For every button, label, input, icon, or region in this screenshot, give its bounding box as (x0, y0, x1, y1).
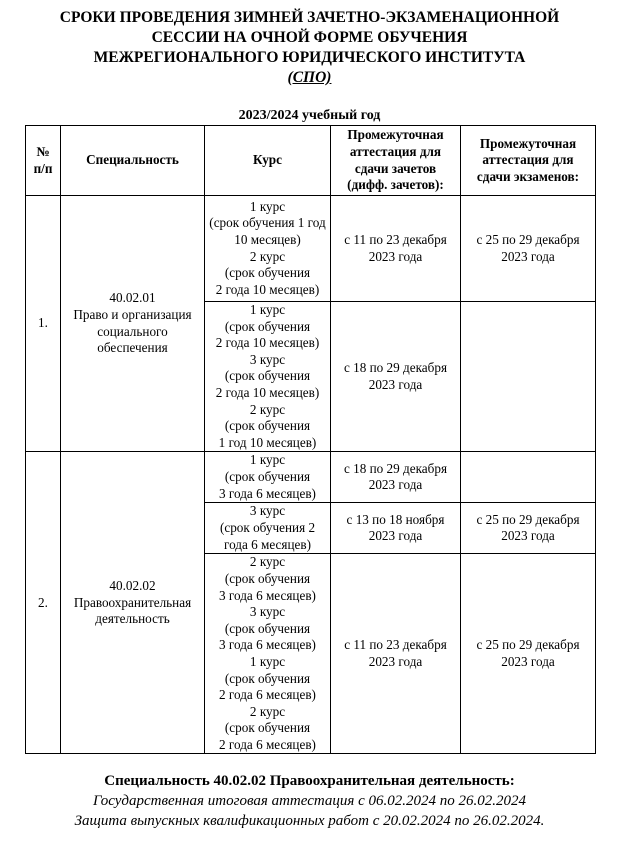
exams-period-cell: с 25 по 29 декабря 2023 года (461, 554, 596, 754)
course-cell: 2 курс (срок обучения 3 года 6 месяцев) 3 курс (срок обучения 3 года 6 месяцев) 1 курс (срок обучения 2 года 6 месяцев) 2 курс (срок обучения 2 года 6 месяцев) (205, 554, 331, 754)
title-line: СРОКИ ПРОВЕДЕНИЯ ЗИМНЕЙ ЗАЧЕТНО-ЭКЗАМЕНАЦИОННОЙ (59, 9, 560, 26)
title-spo: (СПО) (287, 69, 332, 86)
footer-line: Государственная итоговая аттестация с 06.02.2024 по 26.02.2024 (92, 793, 527, 809)
header-specialty: Специальность (61, 126, 205, 196)
header-course: Курс (205, 126, 331, 196)
row-number: 1. (26, 196, 61, 452)
title-line: МЕЖРЕГИОНАЛЬНОГО ЮРИДИЧЕСКОГО ИНСТИТУТА (93, 49, 526, 66)
academic-year: 2023/2024 учебный год (238, 108, 381, 123)
table-row (26, 452, 596, 503)
exams-period-cell: с 25 по 29 декабря 2023 года (461, 196, 596, 302)
specialty-cell: 40.02.01 Право и организация социального обеспечения (61, 196, 205, 452)
credits-period-cell: с 18 по 29 декабря 2023 года (331, 302, 461, 452)
specialty-cell: 40.02.02 Правоохранительная деятельность (61, 452, 205, 754)
header-credits: Промежуточная аттестация для сдачи зачетов (дифф. зачетов): (331, 126, 461, 196)
header-exams: Промежуточная аттестация для сдачи экзаменов: (461, 126, 596, 196)
course-cell: 1 курс (срок обучения 1 год 10 месяцев) 2 курс (срок обучения 2 года 10 месяцев) (205, 196, 331, 302)
exams-period-cell (461, 302, 596, 452)
table-header-row (26, 126, 596, 196)
footer-line: Защита выпускных квалификационных работ с 20.02.2024 по 26.02.2024. (74, 813, 545, 829)
page-title (0, 8, 619, 88)
course-cell: 1 курс (срок обучения 3 года 6 месяцев) (205, 452, 331, 503)
credits-period-cell: с 11 по 23 декабря 2023 года (331, 196, 461, 302)
credits-period-cell: с 18 по 29 декабря 2023 года (331, 452, 461, 503)
credits-period-cell: с 13 по 18 ноября 2023 года (331, 503, 461, 554)
exams-period-cell (461, 452, 596, 503)
course-cell: 3 курс (срок обучения 2 года 6 месяцев) (205, 503, 331, 554)
footer (0, 771, 619, 831)
table-row (26, 196, 596, 302)
title-line: СЕССИИ НА ОЧНОЙ ФОРМЕ ОБУЧЕНИЯ (151, 29, 468, 46)
row-number: 2. (26, 452, 61, 754)
footer-title: Специальность 40.02.02 Правоохранительная деятельность: (104, 773, 515, 789)
session-schedule-table (25, 125, 596, 754)
exams-period-cell: с 25 по 29 декабря 2023 года (461, 503, 596, 554)
course-cell: 1 курс (срок обучения 2 года 10 месяцев) 3 курс (срок обучения 2 года 10 месяцев) 2 курс (срок обучения 1 год 10 месяцев) (205, 302, 331, 452)
header-num: № п/п (26, 126, 61, 196)
credits-period-cell: с 11 по 23 декабря 2023 года (331, 554, 461, 754)
